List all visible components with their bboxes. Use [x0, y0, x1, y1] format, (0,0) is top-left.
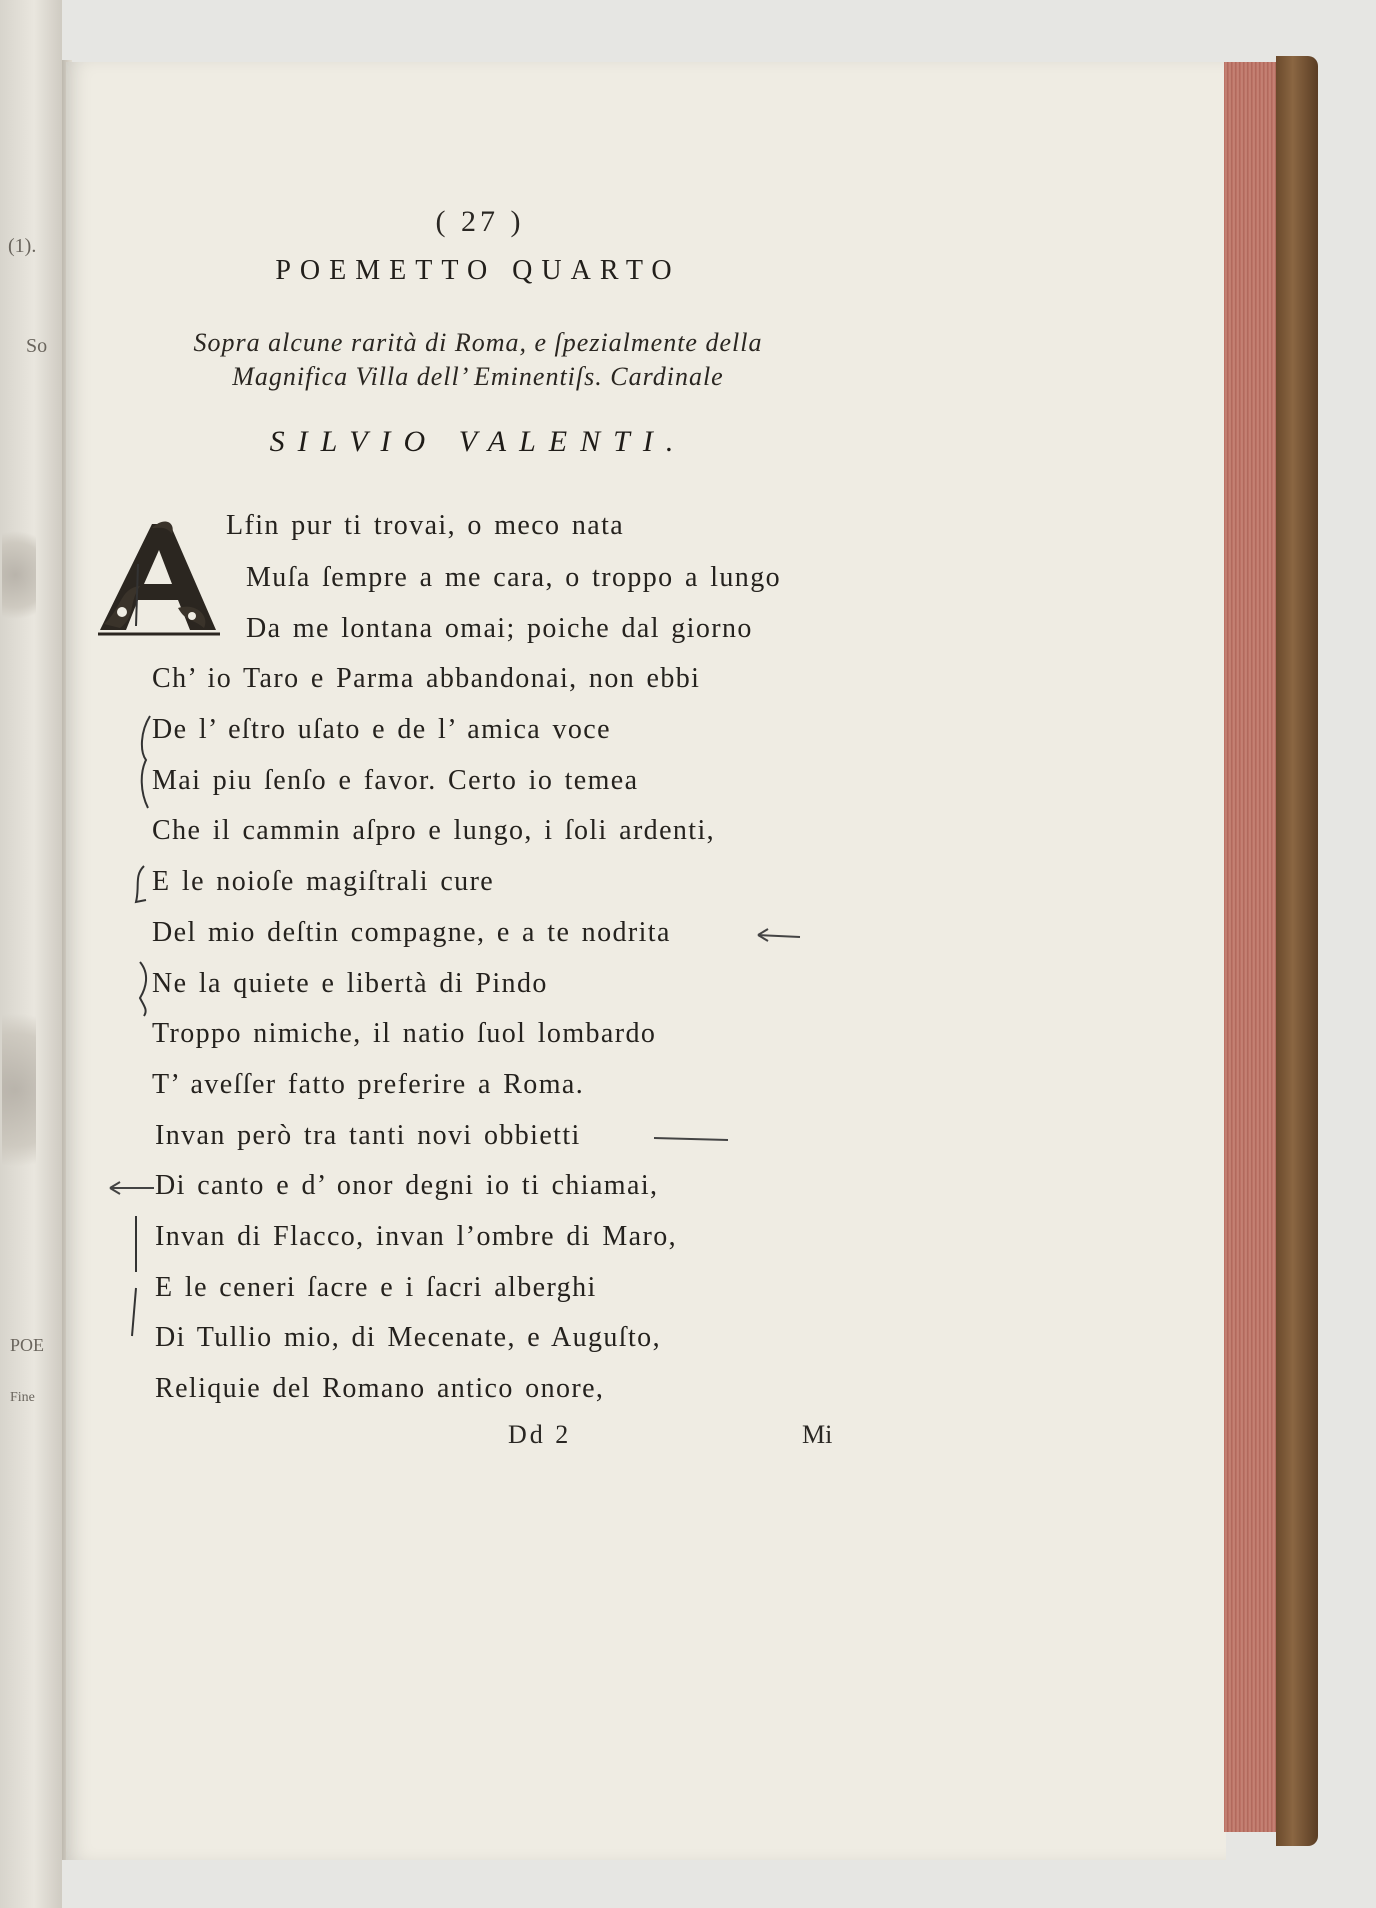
- verse-line: Ch’ io Taro e Parma abbandonai, non ebbi: [152, 663, 701, 694]
- verse-line: Da me lontana omai; poiche dal giorno: [246, 613, 753, 644]
- subtitle-line: Magnifica Villa dell’ Eminentiſs. Cardinale: [232, 362, 724, 391]
- verse-line: Invan di Flacco, invan l’ombre di Maro,: [155, 1221, 678, 1252]
- verse-line: E le noioſe magiſtrali cure: [152, 866, 495, 897]
- facing-page-fragment: (1).: [8, 235, 37, 257]
- pencil-bracket-mark: [128, 862, 152, 906]
- verse-line: Muſa ſempre a me cara, o troppo a lungo: [246, 562, 781, 593]
- facing-page-fragment: So: [26, 335, 48, 357]
- pencil-bracket-mark: [132, 712, 158, 812]
- facing-page-fragment: POE: [10, 1335, 45, 1355]
- decorated-initial-icon: [92, 512, 226, 638]
- dedicatee-name: SILVIO VALENTI.: [269, 425, 687, 458]
- verse-line: Lfin pur ti trovai, o meco nata: [226, 510, 625, 541]
- subtitle-line: Sopra alcune rarità di Roma, e ſpezialmente della: [193, 328, 763, 357]
- catchword: Mi: [802, 1420, 833, 1449]
- pencil-bracket-mark: [126, 560, 146, 630]
- page-number: ( 27 ): [435, 205, 525, 238]
- verse-line: Del mio deſtin compagne, e a te nodrita: [152, 917, 671, 948]
- facing-page-fragment: Fine: [10, 1390, 35, 1405]
- verse-line: Mai piu ſenſo e favor. Certo io temea: [152, 765, 639, 796]
- verse-line: Che il cammin aſpro e lungo, i ſoli ardenti,: [152, 815, 716, 846]
- verse-line: Di Tullio mio, di Mecenate, e Auguſto,: [155, 1322, 661, 1353]
- pencil-arrow-mark: [104, 1178, 158, 1198]
- verse-line: T’ aveſſer fatto preferire a Roma.: [152, 1069, 585, 1100]
- verse-line: De l’ eſtro uſato e de l’ amica voce: [152, 714, 611, 745]
- decorated-initial-a: [92, 512, 226, 638]
- signature-mark: Dd 2: [508, 1420, 572, 1449]
- poem-title: POEMETTO QUARTO: [275, 255, 681, 286]
- verse-line: Di canto e d’ onor degni io ti chiamai,: [155, 1170, 659, 1201]
- verse-line: Reliquie del Romano antico onore,: [155, 1373, 605, 1404]
- verse-line: Ne la quiete e libertà di Pindo: [152, 968, 548, 999]
- verse-line: Troppo nimiche, il natio ſuol lombardo: [152, 1018, 657, 1049]
- pencil-bracket-mark: [132, 958, 156, 1018]
- pencil-arrow-mark: [754, 925, 804, 945]
- pencil-bracket-mark: [124, 1212, 144, 1342]
- verse-line: E le ceneri ſacre e i ſacri alberghi: [155, 1272, 597, 1303]
- verse-line: Invan però tra tanti novi obbietti: [155, 1120, 581, 1151]
- pencil-line-mark: [652, 1128, 732, 1148]
